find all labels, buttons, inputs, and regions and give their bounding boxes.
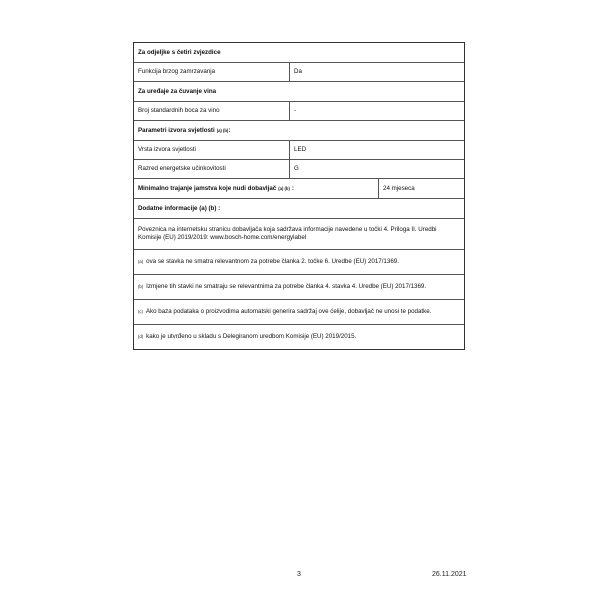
section-title	[134, 121, 464, 140]
table-row	[134, 160, 464, 179]
footnote-text: Ako baza podataka o proizvodima automatski generira sadržaj ove ćelije, dobavljač ne unosi te podatke.	[145, 308, 432, 316]
section-header-wine	[134, 82, 464, 102]
info-link-row	[134, 219, 464, 250]
section-header-four-star	[134, 43, 464, 63]
row-label: Funkcija brzog zamrzavanja	[134, 63, 290, 81]
section-title: Za uređaje za čuvanje vina	[138, 87, 217, 95]
section-title: Za odjeljke s četiri zvjezdice	[138, 48, 221, 56]
row-value: LED	[294, 146, 307, 154]
product-info-table	[133, 42, 465, 350]
table-row-warranty	[134, 179, 464, 199]
table-row	[134, 141, 464, 160]
colon: :	[228, 126, 231, 134]
row-label: Razred energetske učinkovitosti	[134, 160, 290, 178]
footnote	[134, 275, 464, 299]
page-number: 3	[297, 571, 301, 578]
footnote-text: Izmjene tih stavki ne smatraju se relevantnima za potrebe članka 4. stavka 4. Uredbe (EU) 2017/1369.	[146, 283, 427, 291]
footnote-row	[134, 325, 464, 349]
footnote-ref: (a) (b)	[216, 127, 229, 133]
section-header-additional	[134, 199, 464, 219]
footnote-row	[134, 300, 464, 325]
row-value: Da	[294, 68, 302, 76]
row-label	[134, 179, 379, 198]
footnote-marker: (d)	[138, 334, 144, 340]
footnote-text: kako je utvrđeno u skladu s Delegiranom uredbom Komisije (EU) 2019/2015.	[146, 333, 357, 341]
footnote-row	[134, 250, 464, 275]
row-value: -	[294, 107, 297, 115]
footnote-marker: (c)	[138, 309, 143, 315]
colon: :	[291, 184, 294, 192]
row-value: 24 mjeseca	[383, 184, 415, 192]
footnote	[134, 300, 464, 324]
footnote-ref: (a) (b)	[278, 185, 290, 191]
section-title-text: Parametri izvora svjetlosti	[138, 126, 215, 134]
table-row	[134, 102, 464, 121]
footnote-marker: (a)	[138, 259, 144, 265]
footnote	[134, 325, 464, 349]
warranty-label-text: Minimalno trajanje jamstva koje nudi dobavljač	[138, 184, 277, 192]
section-header-light	[134, 121, 464, 141]
table-row	[134, 63, 464, 82]
row-label: Broj standardnih boca za vino	[134, 102, 290, 120]
footnote-marker: (b)	[138, 284, 144, 290]
footnote-text: ova se stavka ne smatra relevantnom za potrebe članka 2. točke 6. Uredbe (EU) 2017/1369.	[146, 258, 399, 266]
info-link-text: Poveznica na internetsku stranicu dobavljača koja sadržava informacije navedene u točki 4. Priloga II. Uredbi Komisije (EU) 2019/2019: www.bosch-home.com/energylabel	[138, 226, 437, 241]
footnote-row	[134, 275, 464, 300]
document-date: 26.11.2021	[432, 571, 467, 578]
row-value: G	[294, 165, 299, 173]
footnote	[134, 250, 464, 274]
section-title: Dodatne informacije (a) (b) :	[138, 204, 221, 212]
row-label: Vrsta izvora svjetlosti	[134, 141, 290, 159]
